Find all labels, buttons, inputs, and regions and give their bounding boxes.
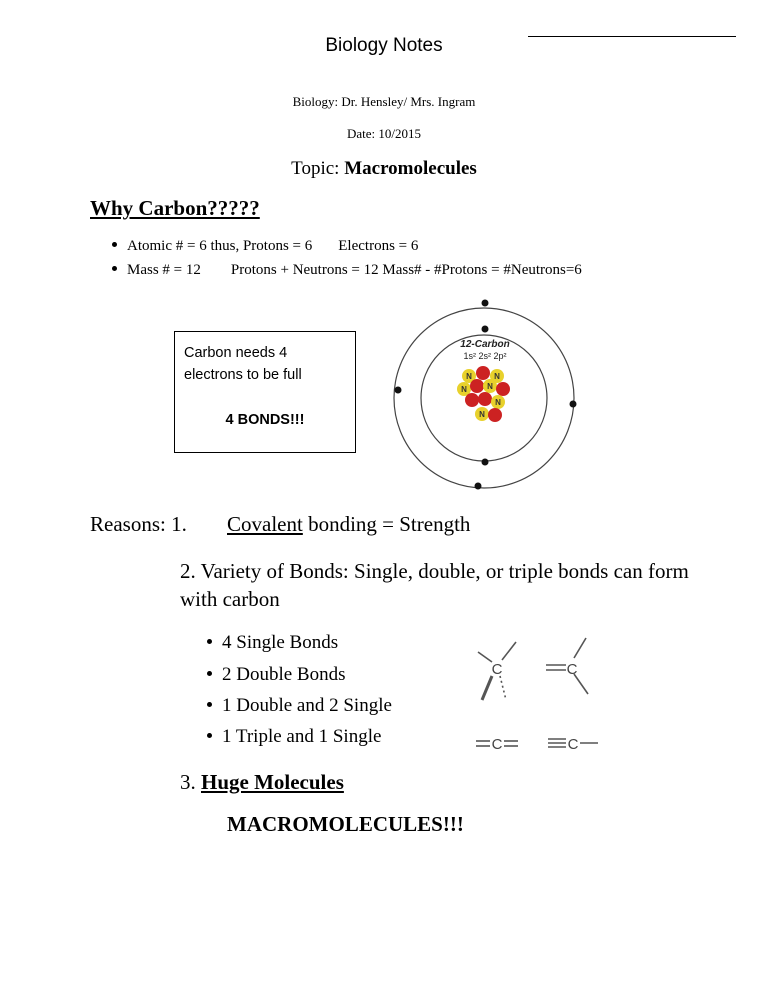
fact-text: Mass # = 12 xyxy=(127,262,201,278)
atom-config: 1s² 2s² 2p² xyxy=(463,351,507,361)
callout-box xyxy=(174,331,356,453)
fact-text: Protons + Neutrons = 12 Mass# - #Protons = #Neutrons=6 xyxy=(230,262,582,278)
neutron-label: N xyxy=(466,372,472,381)
bond-type-text: 4 Single Bonds xyxy=(222,632,339,653)
list-item xyxy=(207,695,392,717)
proton-icon xyxy=(470,379,484,393)
date-line: Date: 10/2015 xyxy=(346,126,421,141)
proton-icon xyxy=(496,382,510,396)
reasons-label: Reasons: 1. xyxy=(90,512,187,536)
proton-icon xyxy=(478,392,492,406)
fact-text: Atomic # = 6 thus, Protons = 6 xyxy=(127,238,313,254)
list-item xyxy=(207,664,346,686)
neutron-label: N xyxy=(487,382,493,391)
neutron-label: N xyxy=(461,385,467,394)
electron-icon xyxy=(475,483,482,490)
bullet-icon xyxy=(207,733,212,738)
carbon-label: C xyxy=(491,736,503,753)
topic-value: Macromolecules xyxy=(344,158,477,179)
reason-2: 2. Variety of Bonds: Single, double, or triple bonds can form with carbon xyxy=(180,559,689,611)
reason-3-number: 3. xyxy=(180,770,201,794)
reason-1-keyword: Covalent xyxy=(227,512,303,536)
bullet-icon xyxy=(207,639,212,644)
fact-text: Electrons = 6 xyxy=(338,238,419,254)
bullet-icon xyxy=(112,242,117,247)
carbon-label: C xyxy=(491,661,503,678)
proton-icon xyxy=(476,366,490,380)
bond-type-text: 1 Triple and 1 Single xyxy=(222,726,382,747)
course-line: Biology: Dr. Hensley/ Mrs. Ingram xyxy=(292,94,476,109)
reason-1-text: bonding = Strength xyxy=(302,512,471,536)
reason-3-text: Huge Molecules xyxy=(201,770,344,794)
macromolecules-heading: MACROMOLECULES!!! xyxy=(227,812,464,836)
electron-icon xyxy=(395,387,402,394)
electron-icon xyxy=(570,401,577,408)
list-item xyxy=(207,726,381,748)
electron-icon xyxy=(482,459,489,466)
bond-diagram xyxy=(468,628,618,766)
carbon-label: C xyxy=(567,736,579,753)
callout-emphasis: 4 BONDS!!! xyxy=(225,412,305,428)
bullet-icon xyxy=(112,266,117,271)
neutron-label: N xyxy=(479,410,485,419)
nucleus xyxy=(457,366,510,422)
page-title: Biology Notes xyxy=(325,35,443,56)
section-heading: Why Carbon????? xyxy=(90,196,260,220)
reason-1 xyxy=(227,512,470,537)
reason-3 xyxy=(180,770,344,795)
list-item xyxy=(112,238,418,255)
neutron-label: N xyxy=(495,398,501,407)
callout-line: electrons to be full xyxy=(184,367,302,383)
proton-icon xyxy=(465,393,479,407)
bullet-icon xyxy=(207,671,212,676)
proton-icon xyxy=(488,408,502,422)
electron-icon xyxy=(482,300,489,307)
bond-type-text: 2 Double Bonds xyxy=(222,664,346,685)
bullet-icon xyxy=(207,702,212,707)
topic-label: Topic: xyxy=(291,158,345,179)
electron-icon xyxy=(482,326,489,333)
bond-type-text: 1 Double and 2 Single xyxy=(222,695,392,716)
carbon-atom-diagram xyxy=(384,298,594,500)
topic-line xyxy=(0,158,768,180)
list-item xyxy=(112,262,582,279)
callout-line: Carbon needs 4 xyxy=(184,345,288,361)
list-item xyxy=(207,632,338,654)
neutron-label: N xyxy=(494,372,500,381)
atom-label: 12-Carbon xyxy=(460,339,510,350)
carbon-label: C xyxy=(566,661,578,678)
